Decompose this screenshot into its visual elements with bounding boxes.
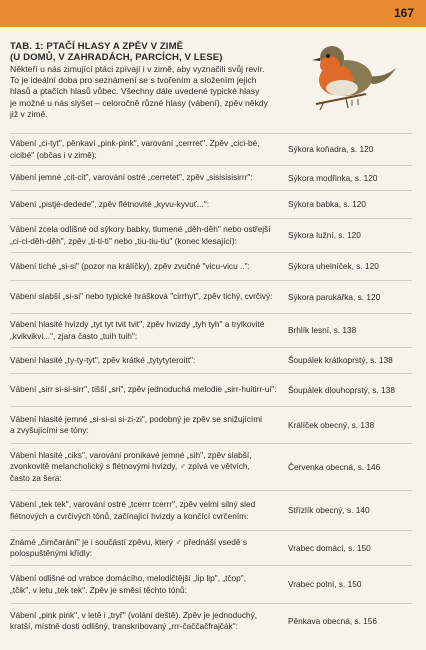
intro-line: To je ideální doba pro seznámení se s tvořením a složením jejich: [10, 75, 257, 86]
row-species: Sýkora lužní, s. 120: [288, 230, 361, 240]
table-row: [10, 604, 412, 638]
page-number: 167: [393, 6, 414, 20]
row-description: Vábení tiché „si-si" (pozor na králíčky), zpěv zvučné "vicu-vicu ..":: [10, 260, 250, 271]
intro-line: Někteří u nás zimující ptáci zpívají i v zimě, aby vyznačili svůj revír.: [10, 64, 265, 74]
row-species: Střízlík obecný, s. 140: [288, 505, 370, 515]
robin-illustration: [306, 38, 398, 112]
table-row: [10, 348, 412, 374]
table-row: [10, 166, 412, 191]
row-species: Sýkora uhelníček, s. 120: [288, 261, 379, 271]
intro-line: je možné u nás slyšet – celoročně různé hlasy (vábení), zpěv někdy: [10, 97, 268, 108]
page-header-bar: [0, 0, 426, 27]
table-row: [10, 374, 412, 407]
row-description: Vábení slabší „si-si" nebo typické hrášková "cirrhyt", zpěv tichý, cvrčivý:: [10, 291, 273, 302]
table-row: [10, 219, 412, 253]
row-species: Pěnkava obecná, s. 156: [288, 615, 378, 626]
row-description: Vábení „pistjé-dedede", zpěv flétnovité „kyvu-kyvuť...":: [10, 198, 210, 209]
row-species: Sýkora babka, s. 120: [288, 199, 366, 209]
table-row: [10, 531, 412, 566]
voice-table: [10, 134, 412, 638]
row-species: Červenka obecná, s. 146: [288, 461, 381, 472]
intro-paragraph: [10, 64, 300, 120]
row-description: Vábení hlasité jemné „si-si-si si-zi-zi", podobný je zpěv se snižujícími a zvyšujícími se tóny:: [10, 413, 262, 435]
row-description: Vábení „pink pink", v letě i „tryř" (volání deště). Zpěv je jednoduchý, kratší, místně dosti odlišný, transkribovaný „rrr-čaččačfrajčák":: [10, 609, 258, 631]
table-row: [10, 191, 412, 219]
table-row: [10, 281, 412, 314]
table-row: [10, 566, 412, 604]
row-description: Vábení „ci-tyt", pěnkaví „pink-pink", varování „cerrret". Zpěv „cici-bé, cicibé" (občas i v zimě):: [10, 138, 260, 160]
row-species: Sýkora modřinka, s. 120: [288, 172, 378, 183]
table-title: TAB. 1: PTAČÍ HLASY A ZPĚV V ZIMĚ: [10, 41, 184, 52]
row-description: Vábení „sirr si-si-sirr", tišší „sri", zpěv jednoduchá melodie „sirr-huitirr-ui":: [10, 384, 277, 395]
row-species: Brhlík lesní, s. 138: [288, 325, 357, 335]
table-row: [10, 407, 412, 444]
table-row: [10, 134, 412, 166]
table-header: [10, 41, 300, 120]
row-species: Vrabec polní, s. 150: [288, 579, 362, 589]
row-description: Známé „čimčarání" je i součástí zpěvu, který ♂ přednáší vsedě s polospuštěnými křídly:: [10, 536, 247, 558]
table-row: [10, 444, 412, 491]
row-species: Sýkora koňadra, s. 120: [288, 144, 374, 154]
row-species: Králíček obecný, s. 138: [288, 419, 375, 430]
row-description: Vábení zcela odlišné od sýkory babky, tlumené „děh-děh" nebo ostřejší „ci-ci-děh-děh", zpěv „ti-ti-ti" nebo „tiu-tiu-tiu" (konec klesající):: [10, 224, 271, 246]
row-description: Vábení hlasité hvizdy „tyt tyt tvit tvit", zpěv hvizdy „tyh tyh" a trylkovité „kvikvikvi...", zjara často „tuih tuih":: [10, 319, 265, 341]
intro-line: již v zimě.: [10, 108, 48, 119]
row-species: Vrabec domácí, s. 150: [288, 542, 371, 553]
row-description: Vábení jemné „cit-cit", varování ostré „cerretet", zpěv „sisisisisirrr":: [10, 172, 253, 183]
table-subtitle: (U DOMŮ, V ZAHRADÁCH, PARCÍCH, V LESE): [10, 52, 223, 63]
table-row: [10, 314, 412, 348]
row-species: Sýkora parukářka, s. 120: [288, 291, 381, 302]
row-species: Šoupálek krátkoprstý, s. 138: [288, 355, 393, 365]
row-description: Vábení „tek tek", varování ostré „tcerrr tcerrr", zpěv velmi silný sled flétnových a cvrčivých tónů, začínající hvizdy a končící cvrčením:: [10, 499, 256, 521]
row-species: Šoupálek dlouhoprstý, s. 138: [288, 384, 396, 395]
row-description: Vábení odlišné od vrabce domácího, melodičtější „lip lip", „tčop", „tčik", v letu „tek tek". Zpěv je směsí těchto tónů:: [10, 573, 247, 595]
table-row: [10, 253, 412, 281]
intro-line: hlasů a ptačích hlasů vůbec. Všechny dále uvedené typické hlasy: [10, 86, 260, 97]
table-row: [10, 491, 412, 531]
row-description: Vábení hlasité „ciks", varování pronikavé jemné „sih", zpěv slabší, zvonkovitě melancholický s flétnovými hvizdy, ♂ zpívá ve větvích, často za šera:: [10, 450, 252, 483]
row-description: Vábení hlasité „ty-ty-tyt", zpěv krátké „tytytyteroitt":: [10, 354, 196, 365]
